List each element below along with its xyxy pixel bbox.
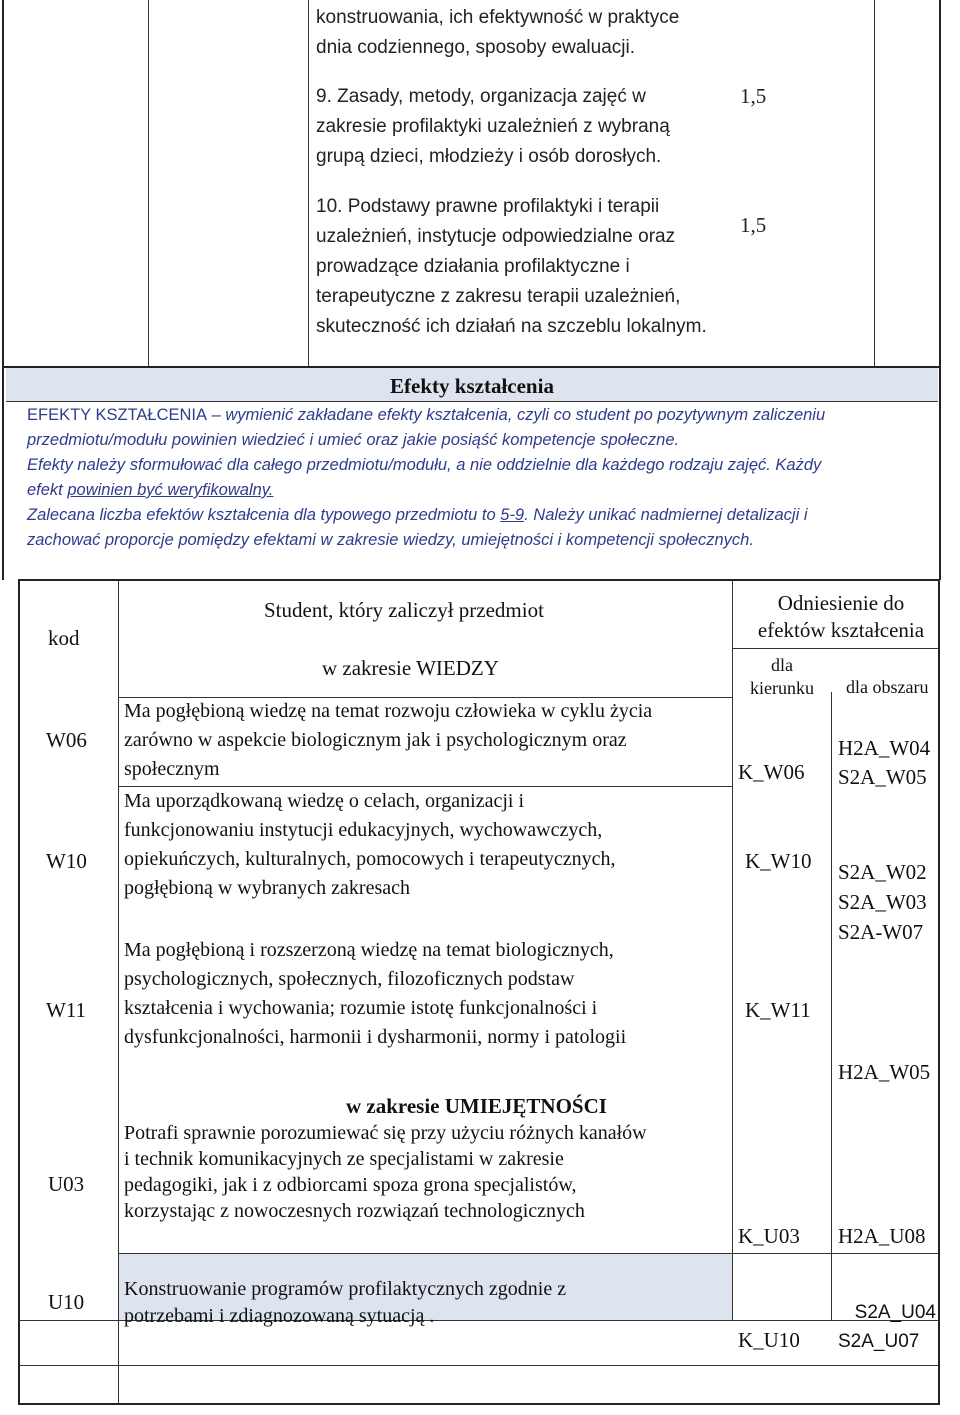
w10-text: Ma uporządkowaną wiedzę o celach, organizacji i funkcjonowaniu instytucji edukacyjnych, wychowawczych, opiekuńczych, kulturalnych, pomocowych i terapeutycznych, pogłębioną w wybranych zakresach bbox=[124, 790, 616, 899]
u10-kierunek: K_U10 bbox=[738, 1328, 800, 1352]
code-w06: W06 bbox=[46, 728, 87, 752]
col-obszaru: dla obszaru bbox=[846, 677, 929, 697]
col-student: Student, który zaliczył przedmiot bbox=[264, 598, 544, 622]
item9-hours: 1,5 bbox=[740, 84, 767, 108]
code-w11: W11 bbox=[46, 998, 87, 1022]
u03-text: Potrafi sprawnie porozumiewać się przy użyciu różnych kanałów i technik komunikacyjnych ze specjalistami w zakresie pedagogiki, jak i z odbiorcami spoza grona specjalistów, korzystając z nowoczesnych rozwiązań technologicznych bbox=[124, 1122, 647, 1222]
col-odniesienie: Odniesienie do efektów kształcenia bbox=[757, 591, 925, 642]
code-u03: U03 bbox=[48, 1172, 85, 1196]
col-kierunku: dla kierunku bbox=[750, 655, 814, 698]
section-wiedzy: w zakresie WIEDZY bbox=[322, 656, 499, 680]
w10-kierunek: K_W10 bbox=[745, 849, 812, 873]
item10-text: 10. Podstawy prawne profilaktyki i terapii uzależnień, instytucje odpowiedzialne oraz prowadzące działania profilaktyczne i terapeutyczne z zakresu terapii uzależnień, skuteczność ich działań na szczeblu lokalnym. bbox=[316, 196, 707, 337]
item10-hours: 1,5 bbox=[740, 213, 767, 237]
u03-obszar: H2A_U08 bbox=[838, 1224, 926, 1248]
u03-kierunek: K_U03 bbox=[738, 1224, 800, 1248]
w06-obszar: H2A_W04 S2A_W05 bbox=[838, 736, 931, 789]
code-u10: U10 bbox=[48, 1290, 85, 1314]
w11-text: Ma pogłębioną i rozszerzoną wiedzę na temat biologicznych, psychologicznych, społecznych, filozoficznych podstaw kształcenia i wychowania; rozumie istotę funkcjonalności i dysfunkcjonalności, harmonii i dysharmonii, normy i patologii bbox=[124, 939, 627, 1048]
efekty-title: Efekty kształcenia bbox=[390, 374, 554, 398]
item9-text: 9. Zasady, metody, organizacja zajęć w zakresie profilaktyki uzależnień z wybraną grupą dzieci, młodzieży i osób dorosłych. bbox=[316, 86, 670, 167]
u10-obszar: S2A_U04 S2A_U07 bbox=[838, 1302, 936, 1352]
item8-tail: konstruowania, ich efektywność w praktyce dnia codziennego, sposoby ewaluacji. bbox=[316, 7, 680, 58]
efekty-instructions: EFEKTY KSZTAŁCENIA – wymienić zakładane efekty kształcenia, czyli co student po pozytywnym zaliczeniu przedmiotu/modułu powinien wiedzieć i umieć oraz jakie posiąść kompetencje społeczne. Efekty należy sformułować dla całego przedmiotu/modułu, a nie oddzielnie dla każdego rodzaju zajęć. Każdy efekt powinien być weryfikowalny. Zalecana liczba efektów kształcenia dla typowego przedmiotu to 5-9. Należy unikać nadmiernej detalizacji i zachować proporcje pomiędzy efektami w zakresie wiedzy, umiejętności i kompetencji społecznych. bbox=[27, 406, 826, 549]
w11-obszar: H2A_W05 bbox=[838, 1060, 931, 1084]
w06-text: Ma pogłębioną wiedzę na temat rozwoju człowieka w cyklu życia zarówno w aspekcie biologicznym jak i psychologicznym oraz społecznym bbox=[124, 700, 653, 780]
w11-kierunek: K_W11 bbox=[745, 998, 811, 1022]
w06-kierunek: K_W06 bbox=[738, 760, 805, 784]
u10-text: Konstruowanie programów profilaktycznych zgodnie z potrzebami i zdiagnozowaną sytuacją . bbox=[124, 1278, 567, 1327]
section-umiejetnosci: w zakresie UMIEJĘTNOŚCI bbox=[346, 1094, 607, 1118]
code-w10: W10 bbox=[46, 849, 87, 873]
col-kod: kod bbox=[48, 626, 80, 650]
w10-obszar: S2A_W02 S2A_W03 S2A-W07 bbox=[838, 860, 927, 944]
note-lead: EFEKTY KSZTAŁCENIA bbox=[27, 406, 208, 424]
